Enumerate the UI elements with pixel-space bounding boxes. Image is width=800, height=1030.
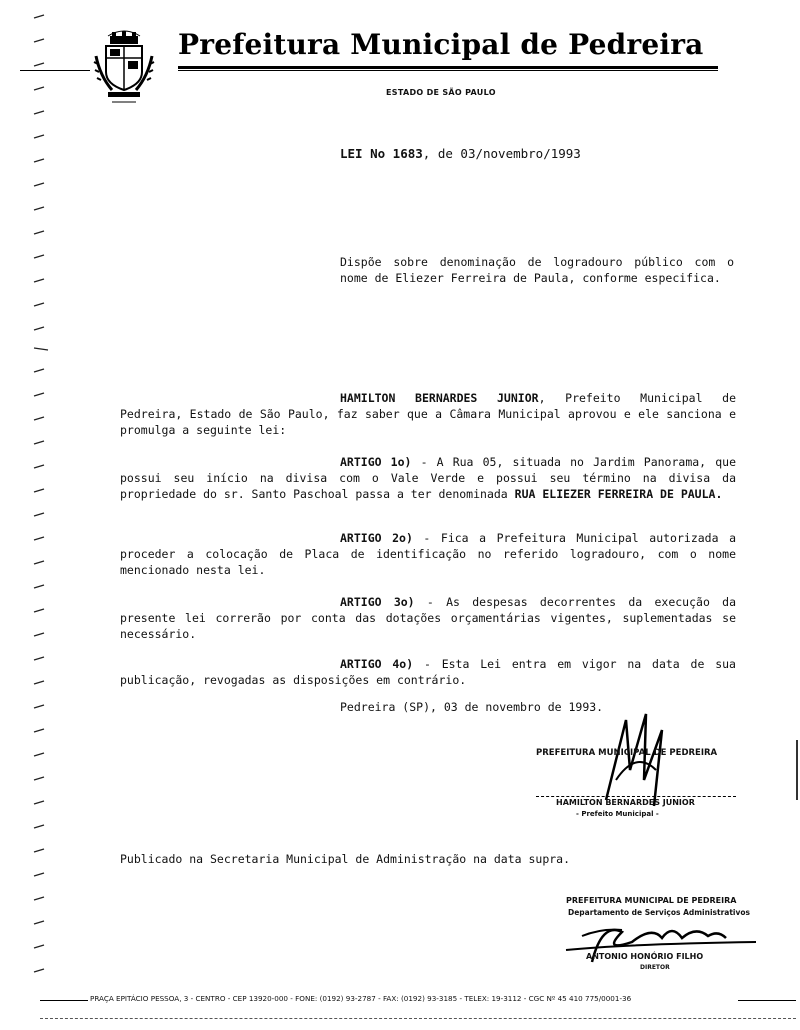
director-signature-dept: Departamento de Serviços Administrativos: [568, 908, 751, 917]
article-3-label: ARTIGO 3o): [340, 595, 415, 609]
law-summary: Dispõe sobre denominação de logradouro público com o nome de Eliezer Ferreira de Paula, conforme especifica.: [340, 255, 734, 285]
mayor-signature-block: [536, 730, 736, 825]
article-2-text: - Fica a Prefeitura Municipal autorizada a proceder a colocação de Placa de identificação no referido logradouro, com o nome mencionado nesta lei.: [120, 531, 736, 577]
mayor-signature-line: [536, 796, 736, 797]
footer-rule-right: [738, 1000, 796, 1001]
city-crest-icon: [88, 22, 160, 106]
article-1-label: ARTIGO 1o): [340, 455, 412, 469]
street-new-name: RUA ELIEZER FERREIRA DE PAULA.: [514, 487, 723, 501]
mayor-signature-role: - Prefeito Municipal -: [576, 810, 659, 818]
article-4-text: - Esta Lei entra em vigor na data de sua publicação, revogadas as disposições em contrário.: [120, 657, 736, 687]
article-2-label: ARTIGO 2o): [340, 531, 413, 545]
footer-address: PRAÇA EPITÁCIO PESSOA, 3 - CENTRO - CEP 13920-000 - FONE: (0192) 93-2787 - FAX: (0192) 93-3185 - TELEX: 19-3112 - CGC Nº 45 410 775/0001-36: [90, 994, 632, 1003]
title-underline: [178, 66, 718, 69]
article-1-text: - A Rua 05, situada no Jardim Panorama, que possui seu início na divisa com o Vale Verde e possui seu término na divisa da propriedade do sr. Santo Paschoal passa a ter denominada: [120, 455, 736, 501]
publication-note: Publicado na Secretaria Municipal de Administração na data supra.: [120, 852, 571, 866]
director-signature-name: ANTONIO HONÓRIO FILHO: [586, 952, 704, 961]
mayor-signature-icon: [596, 710, 676, 810]
header-left-rule: [20, 70, 90, 71]
article-1: [120, 454, 736, 502]
preamble-paragraph: [120, 390, 736, 438]
binder-hole-marks: [28, 0, 68, 1030]
letterhead-title: Prefeitura Municipal de Pedreira: [178, 28, 704, 61]
director-signature-role: DIRETOR: [640, 964, 670, 971]
director-signature-org: PREFEITURA MUNICIPAL DE PEDREIRA: [566, 896, 737, 905]
preamble-text: , Prefeito Municipal de Pedreira, Estado de São Paulo, faz saber que a Câmara Municipal aprovou e ele sanciona e promulga a seguinte lei:: [120, 391, 736, 437]
mayor-signature-name: HAMILTON BERNARDES JUNIOR: [556, 798, 695, 807]
title-underline-thin: [178, 70, 718, 71]
footer-rule-left: [40, 1000, 88, 1001]
mayor-name: HAMILTON BERNARDES JUNIOR: [340, 391, 539, 405]
article-2: [120, 530, 736, 578]
state-subtitle: ESTADO DE SÃO PAULO: [386, 88, 496, 97]
mayor-signature-org: PREFEITURA MUNICIPAL DE PEDREIRA: [536, 748, 718, 758]
director-signature-block: [566, 896, 766, 976]
right-edge-mark: [796, 740, 798, 800]
article-4-label: ARTIGO 4o): [340, 657, 414, 671]
article-3: [120, 594, 736, 642]
article-4: [120, 656, 736, 688]
dateline: Pedreira (SP), 03 de novembro de 1993.: [340, 700, 604, 714]
article-3-text: - As despesas decorrentes da execução da presente lei correrão por conta das dotações orçamentárias vigentes, suplementadas se necessário.: [120, 595, 736, 641]
law-date: , de 03/novembro/1993: [422, 146, 581, 161]
bottom-dashed-line: [40, 1018, 796, 1019]
law-number-line: [340, 146, 581, 161]
law-number: LEI No 1683: [340, 146, 423, 161]
